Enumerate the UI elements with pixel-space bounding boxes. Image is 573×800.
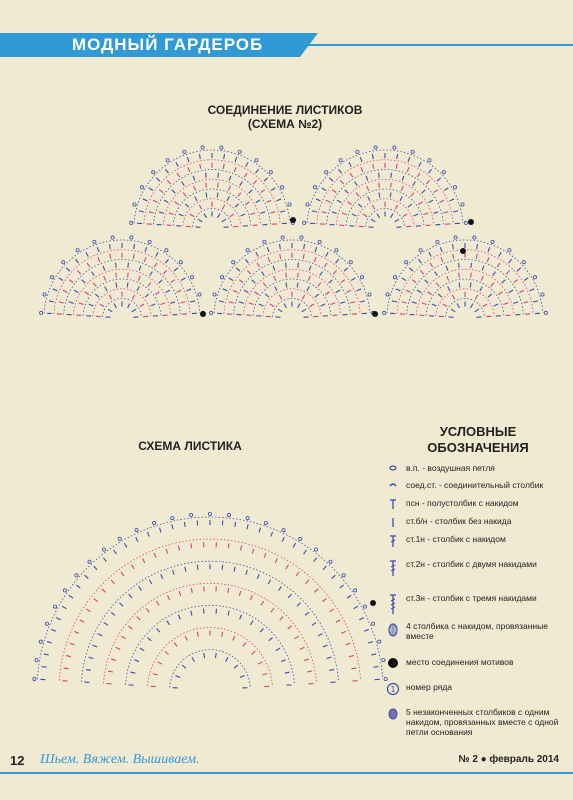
joining-title-line1: СОЕДИНЕНИЕ ЛИСТИКОВ bbox=[207, 103, 363, 117]
row-number-icon bbox=[380, 682, 406, 696]
chain-stitch-icon bbox=[380, 463, 406, 473]
legend-text: в.п. - воздушная петля bbox=[406, 463, 495, 473]
legend-title bbox=[398, 424, 558, 456]
legend-item bbox=[380, 593, 570, 615]
legend-item bbox=[380, 682, 570, 696]
legend-item bbox=[380, 534, 570, 548]
half-double-crochet-icon bbox=[380, 498, 406, 510]
legend-item bbox=[380, 516, 570, 528]
svg-text:1: 1 bbox=[390, 685, 396, 694]
issue-info: № 2 ● февраль 2014 bbox=[458, 754, 559, 765]
legend-text: 5 незаконченных столбиков с одним накидом, провязанных вместе с одной петли основания bbox=[406, 707, 559, 737]
legend-text: место соединения мотивов bbox=[406, 657, 514, 667]
legend-text: ст.1н - столбик с накидом bbox=[406, 534, 506, 544]
join-point-marker bbox=[460, 248, 466, 254]
legend-item bbox=[380, 480, 570, 490]
legend-title-line2: ОБОЗНАЧЕНИЯ bbox=[427, 440, 529, 455]
treble-crochet-icon bbox=[380, 559, 406, 577]
legend-text: соед.ст. - соединительный столбик bbox=[406, 480, 544, 490]
legend-item bbox=[380, 657, 570, 669]
joining-title-line2: (СХЕМА №2) bbox=[247, 117, 323, 131]
leaf-scheme bbox=[33, 512, 388, 688]
legend-item bbox=[380, 463, 570, 473]
double-treble-crochet-icon bbox=[380, 593, 406, 615]
leaf-motif bbox=[210, 236, 375, 317]
legend-item bbox=[380, 621, 570, 641]
legend-text: псн - полустолбик с накидом bbox=[406, 498, 519, 508]
magazine-name: Шьем. Вяжем. Вышиваем. bbox=[40, 752, 200, 767]
cluster-4-icon bbox=[380, 621, 406, 637]
legend-item bbox=[380, 707, 570, 737]
legend-text: ст.3н - столбик с тремя накидами bbox=[406, 593, 537, 603]
leaf-motif bbox=[383, 236, 548, 317]
double-crochet-icon bbox=[380, 534, 406, 548]
legend-title-line1: УСЛОВНЫЕ bbox=[439, 424, 517, 439]
legend-text: 4 столбика с накидом, провязанные вместе bbox=[406, 621, 548, 641]
join-point-marker bbox=[372, 311, 378, 317]
join-point-marker bbox=[370, 600, 376, 606]
cluster-5-icon bbox=[380, 707, 406, 721]
join-point-icon bbox=[380, 657, 406, 669]
section-title: МОДНЫЙ ГАРДЕРОБ bbox=[72, 35, 264, 54]
page-number: 12 bbox=[10, 753, 25, 768]
legend-text: ст.б/н - столбик без накида bbox=[406, 516, 512, 526]
join-point-marker bbox=[200, 311, 206, 317]
legend-text: номер ряда bbox=[406, 682, 453, 692]
join-point-marker bbox=[290, 217, 296, 223]
footer-rule bbox=[0, 772, 573, 774]
slip-stitch-icon bbox=[380, 480, 406, 490]
leaf-motif bbox=[130, 146, 295, 227]
leaf-diagram-title: СХЕМА ЛИСТИКА bbox=[138, 439, 242, 453]
legend-text: ст.2н - столбик с двумя накидами bbox=[406, 559, 537, 569]
single-crochet-icon bbox=[380, 516, 406, 528]
join-point-marker bbox=[468, 219, 474, 225]
leaf-motif bbox=[40, 236, 205, 317]
leaf-motif bbox=[303, 146, 468, 227]
legend-item bbox=[380, 559, 570, 577]
legend-item bbox=[380, 498, 570, 510]
